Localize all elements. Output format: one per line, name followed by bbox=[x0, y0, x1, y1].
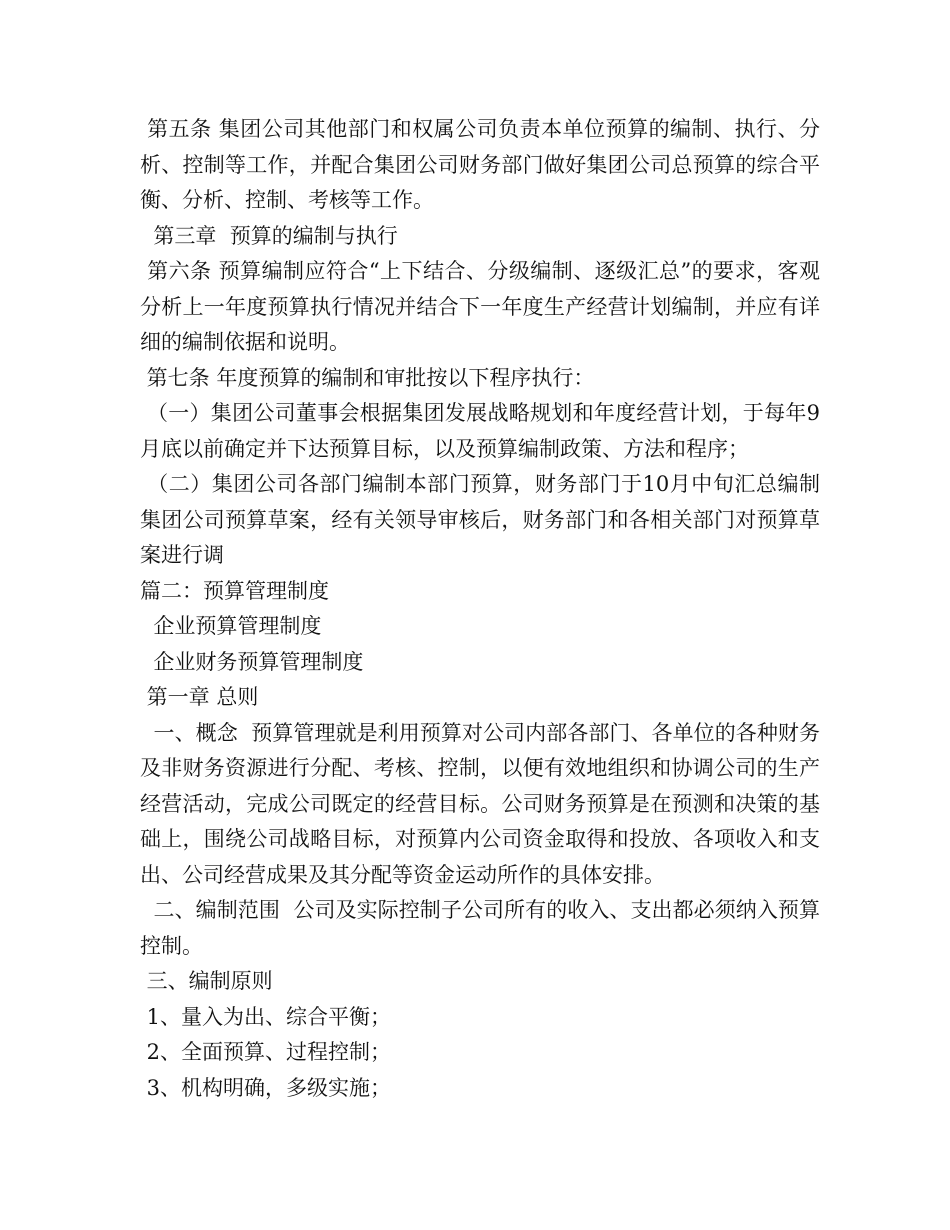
doc-title-budget-management: 企业预算管理制度 bbox=[140, 614, 322, 638]
article-7-heading: 第七条 年度预算的编制和审批按以下程序执行： bbox=[140, 365, 595, 390]
procedure-item-2: （二）集团公司各部门编制本部门预算，财务部门于10月中旬汇总编制集团公司预算草案，经有关领导审核后，财务部门和各相关部门对预算草案进行调 bbox=[140, 472, 820, 567]
chapter-3-heading: 第三章 预算的编制与执行 bbox=[140, 223, 398, 248]
principles-heading: 三、编制原则 bbox=[140, 969, 273, 993]
part-2-title: 篇二：预算管理制度 bbox=[140, 578, 329, 603]
chapter-1-heading: 第一章 总则 bbox=[140, 685, 259, 709]
scope-paragraph: 二、编制范围 公司及实际控制子公司所有的收入、支出都必须纳入预算控制。 bbox=[140, 898, 820, 958]
principle-item-1: 1、量入为出、综合平衡； bbox=[140, 1004, 392, 1029]
article-6-paragraph: 第六条 预算编制应符合“上下结合、分级编制、逐级汇总”的要求，客观分析上一年度预算执行情况并结合下一年度生产经营计划编制，并应有详细的编制依据和说明。 bbox=[140, 259, 820, 354]
doc-title-financial-budget: 企业财务预算管理制度 bbox=[140, 649, 364, 674]
article-5-paragraph: 第五条 集团公司其他部门和权属公司负责本单位预算的编制、执行、分析、控制等工作，并配合集团公司财务部门做好集团公司总预算的综合平衡、分析、控制、考核等工作。 bbox=[140, 117, 820, 212]
procedure-item-1: （一）集团公司董事会根据集团发展战略规划和年度经营计划，于每年9月底以前确定并下达预算目标，以及预算编制政策、方法和程序； bbox=[140, 401, 821, 461]
principle-item-2: 2、全面预算、过程控制； bbox=[140, 1040, 392, 1064]
principle-item-3: 3、机构明确，多级实施； bbox=[140, 1075, 392, 1100]
document-page bbox=[140, 112, 820, 1106]
concept-paragraph: 一、概念 预算管理就是利用预算对公司内部各部门、各单位的各种财务及非财务资源进行分配、考核、控制，以便有效地组织和协调公司的生产经营活动，完成公司既定的经营目标。公司财务预算是在预测和决策的基础上，围绕公司战略目标，对预算内公司资金取得和投放、各项收入和支出、公司经营成果及其分配等资金运动所作的具体安排。 bbox=[140, 720, 820, 887]
